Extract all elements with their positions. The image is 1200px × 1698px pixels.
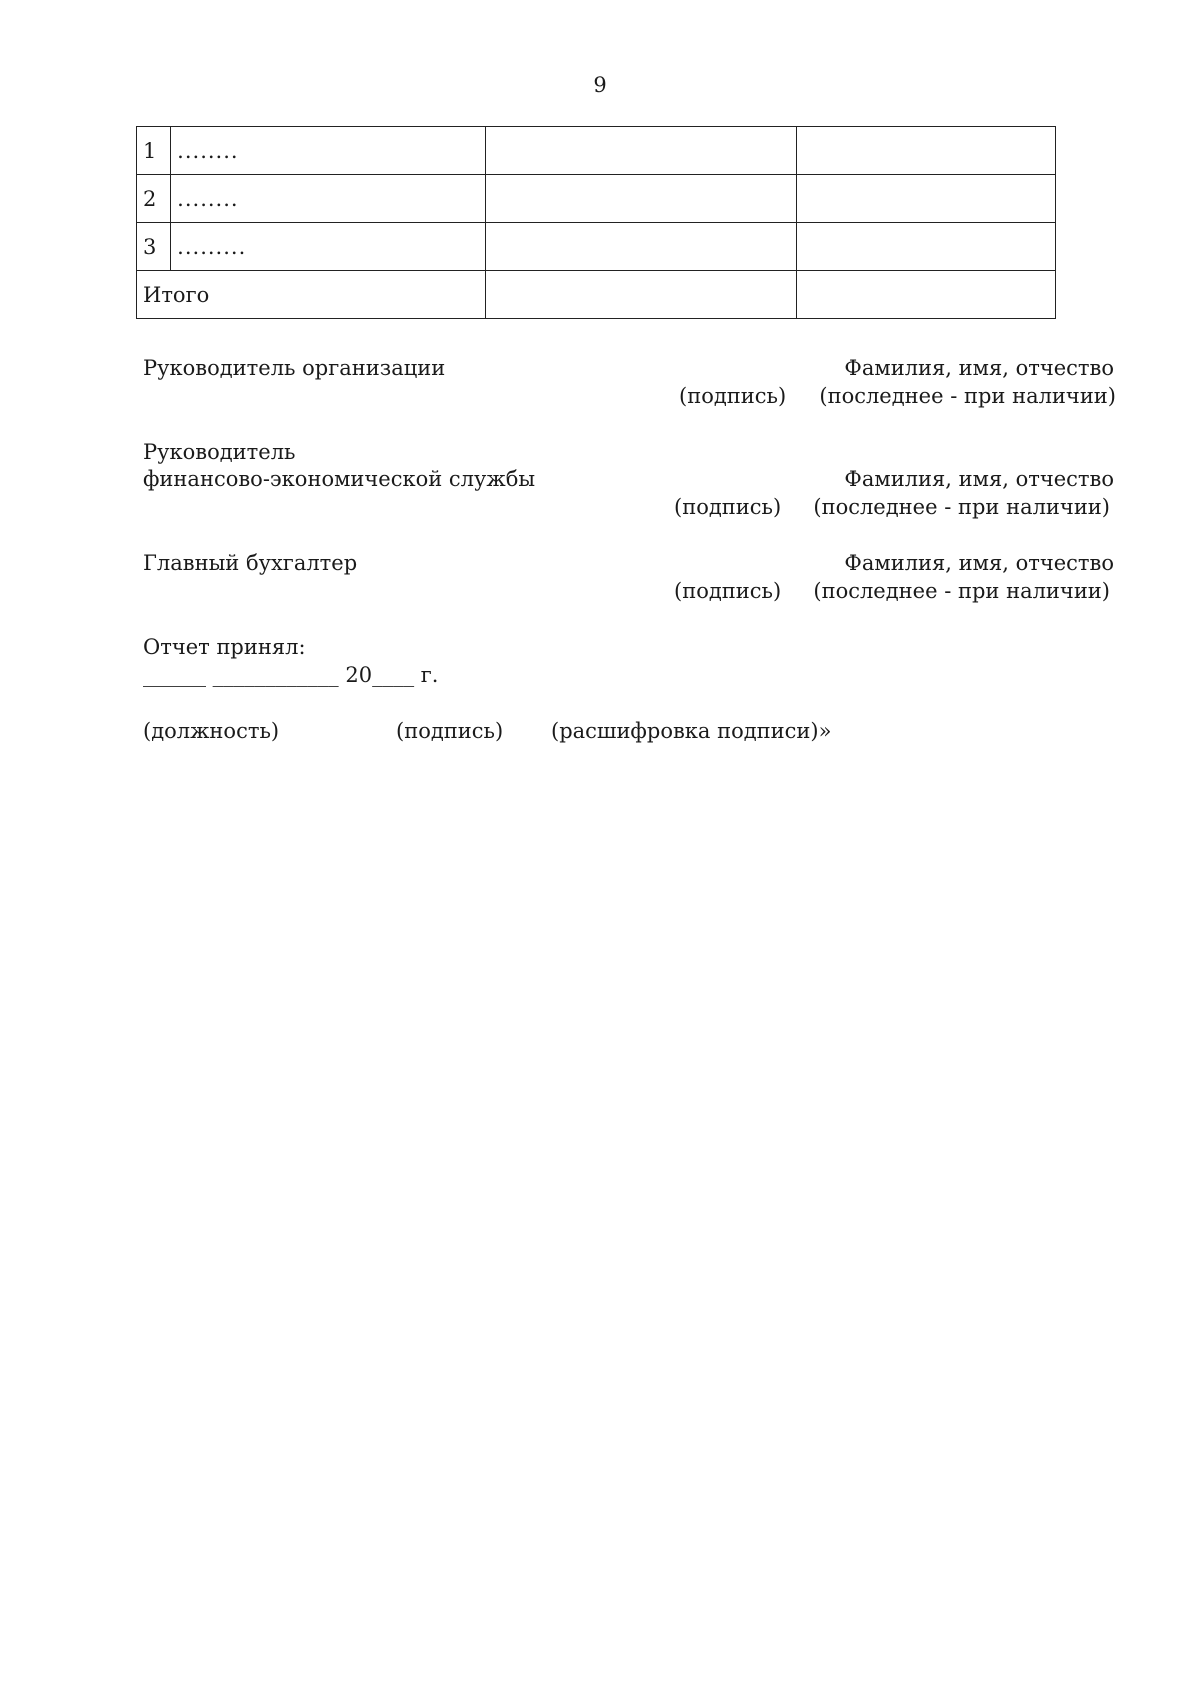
table-cell [485, 175, 796, 223]
chief-accountant-label: Главный бухгалтер [143, 551, 358, 575]
head-org-label: Руководитель организации [143, 356, 446, 380]
table-total-row [137, 271, 1056, 319]
table-cell [796, 127, 1055, 175]
signature-caption: (подпись) [679, 384, 787, 408]
decoding-caption: (расшифровка подписи)» [551, 719, 832, 743]
row-number: 2 [137, 175, 171, 223]
table-row [137, 127, 1056, 175]
fio-caption: (последнее - при наличии) [819, 384, 1116, 408]
table-cell [485, 271, 796, 319]
date-line: ______ ____________ 20____ г. [143, 663, 439, 687]
fio-label: Фамилия, имя, отчество [844, 356, 1114, 380]
table-cell [796, 271, 1055, 319]
report-accepted-title: Отчет принял: [143, 635, 306, 659]
total-label: Итого [137, 271, 486, 319]
fio-caption: (последнее - при наличии) [813, 579, 1110, 603]
fio-caption: (последнее - при наличии) [813, 495, 1110, 519]
row-description: ......... [171, 223, 486, 271]
row-number: 3 [137, 223, 171, 271]
head-fin-label-line2: финансово-экономической службы [143, 467, 536, 491]
table-row [137, 223, 1056, 271]
signature-caption: (подпись) [396, 719, 504, 743]
report-table [136, 126, 1056, 319]
row-number: 1 [137, 127, 171, 175]
table-cell [485, 223, 796, 271]
table-cell [485, 127, 796, 175]
row-description: ........ [171, 175, 486, 223]
table-cell [796, 175, 1055, 223]
table-cell [796, 223, 1055, 271]
fio-label: Фамилия, имя, отчество [844, 467, 1114, 491]
fio-label: Фамилия, имя, отчество [844, 551, 1114, 575]
table-row [137, 175, 1056, 223]
position-caption: (должность) [143, 719, 280, 743]
row-description: ........ [171, 127, 486, 175]
head-fin-label-line1: Руководитель [143, 440, 296, 464]
signature-caption: (подпись) [674, 495, 782, 519]
page-number: 9 [593, 73, 607, 97]
signature-caption: (подпись) [674, 579, 782, 603]
